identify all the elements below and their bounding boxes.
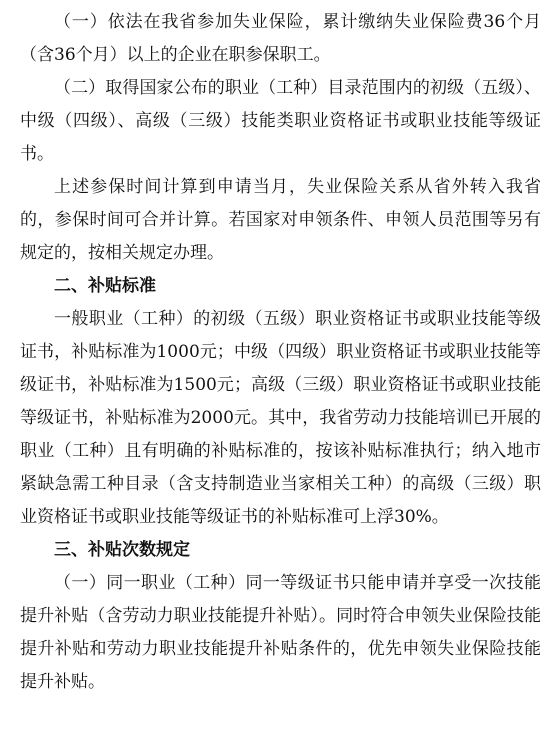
paragraph-subsidy-frequency: （一）同一职业（工种）同一等级证书只能申请并享受一次技能提升补贴（含劳动力职业技能提升补贴）。同时符合申领失业保险技能提升补贴和劳动力职业技能提升补贴条件的，优先申领失业保险技能提升补贴。 bbox=[20, 573, 541, 692]
paragraph-insurance-time-note: 上述参保时间计算到申请当月，失业保险关系从省外转入我省的，参保时间可合并计算。若国家对申领条件、申领人员范围等另有规定的，按相关规定办理。 bbox=[20, 177, 541, 263]
paragraph-condition-1: （一）依法在我省参加失业保险，累计缴纳失业保险费36个月（含36个月）以上的企业在职参保职工。 bbox=[20, 12, 541, 65]
paragraph-subsidy-standard: 一般职业（工种）的初级（五级）职业资格证书或职业技能等级证书，补贴标准为1000元；中级（四级）职业资格证书或职业技能等级证书，补贴标准为1500元；高级（三级）职业资格证书或职业技能等级证书，补贴标准为2000元。其中，我省劳动力技能培训已开展的职业（工种）且有明确的补贴标准的，按该补贴标准执行；纳入地市紧缺急需工种目录（含支持制造业当家相关工种）的高级（三级）职业资格证书或职业技能等级证书的补贴标准可上浮30%。 bbox=[20, 309, 541, 527]
section-heading-subsidy-standard: 二、补贴标准 bbox=[54, 276, 156, 296]
paragraph-condition-2: （二）取得国家公布的职业（工种）目录范围内的初级（五级）、中级（四级）、高级（三级）技能类职业资格证书或职业技能等级证书。 bbox=[20, 78, 541, 164]
section-heading-subsidy-frequency: 三、补贴次数规定 bbox=[54, 540, 190, 560]
